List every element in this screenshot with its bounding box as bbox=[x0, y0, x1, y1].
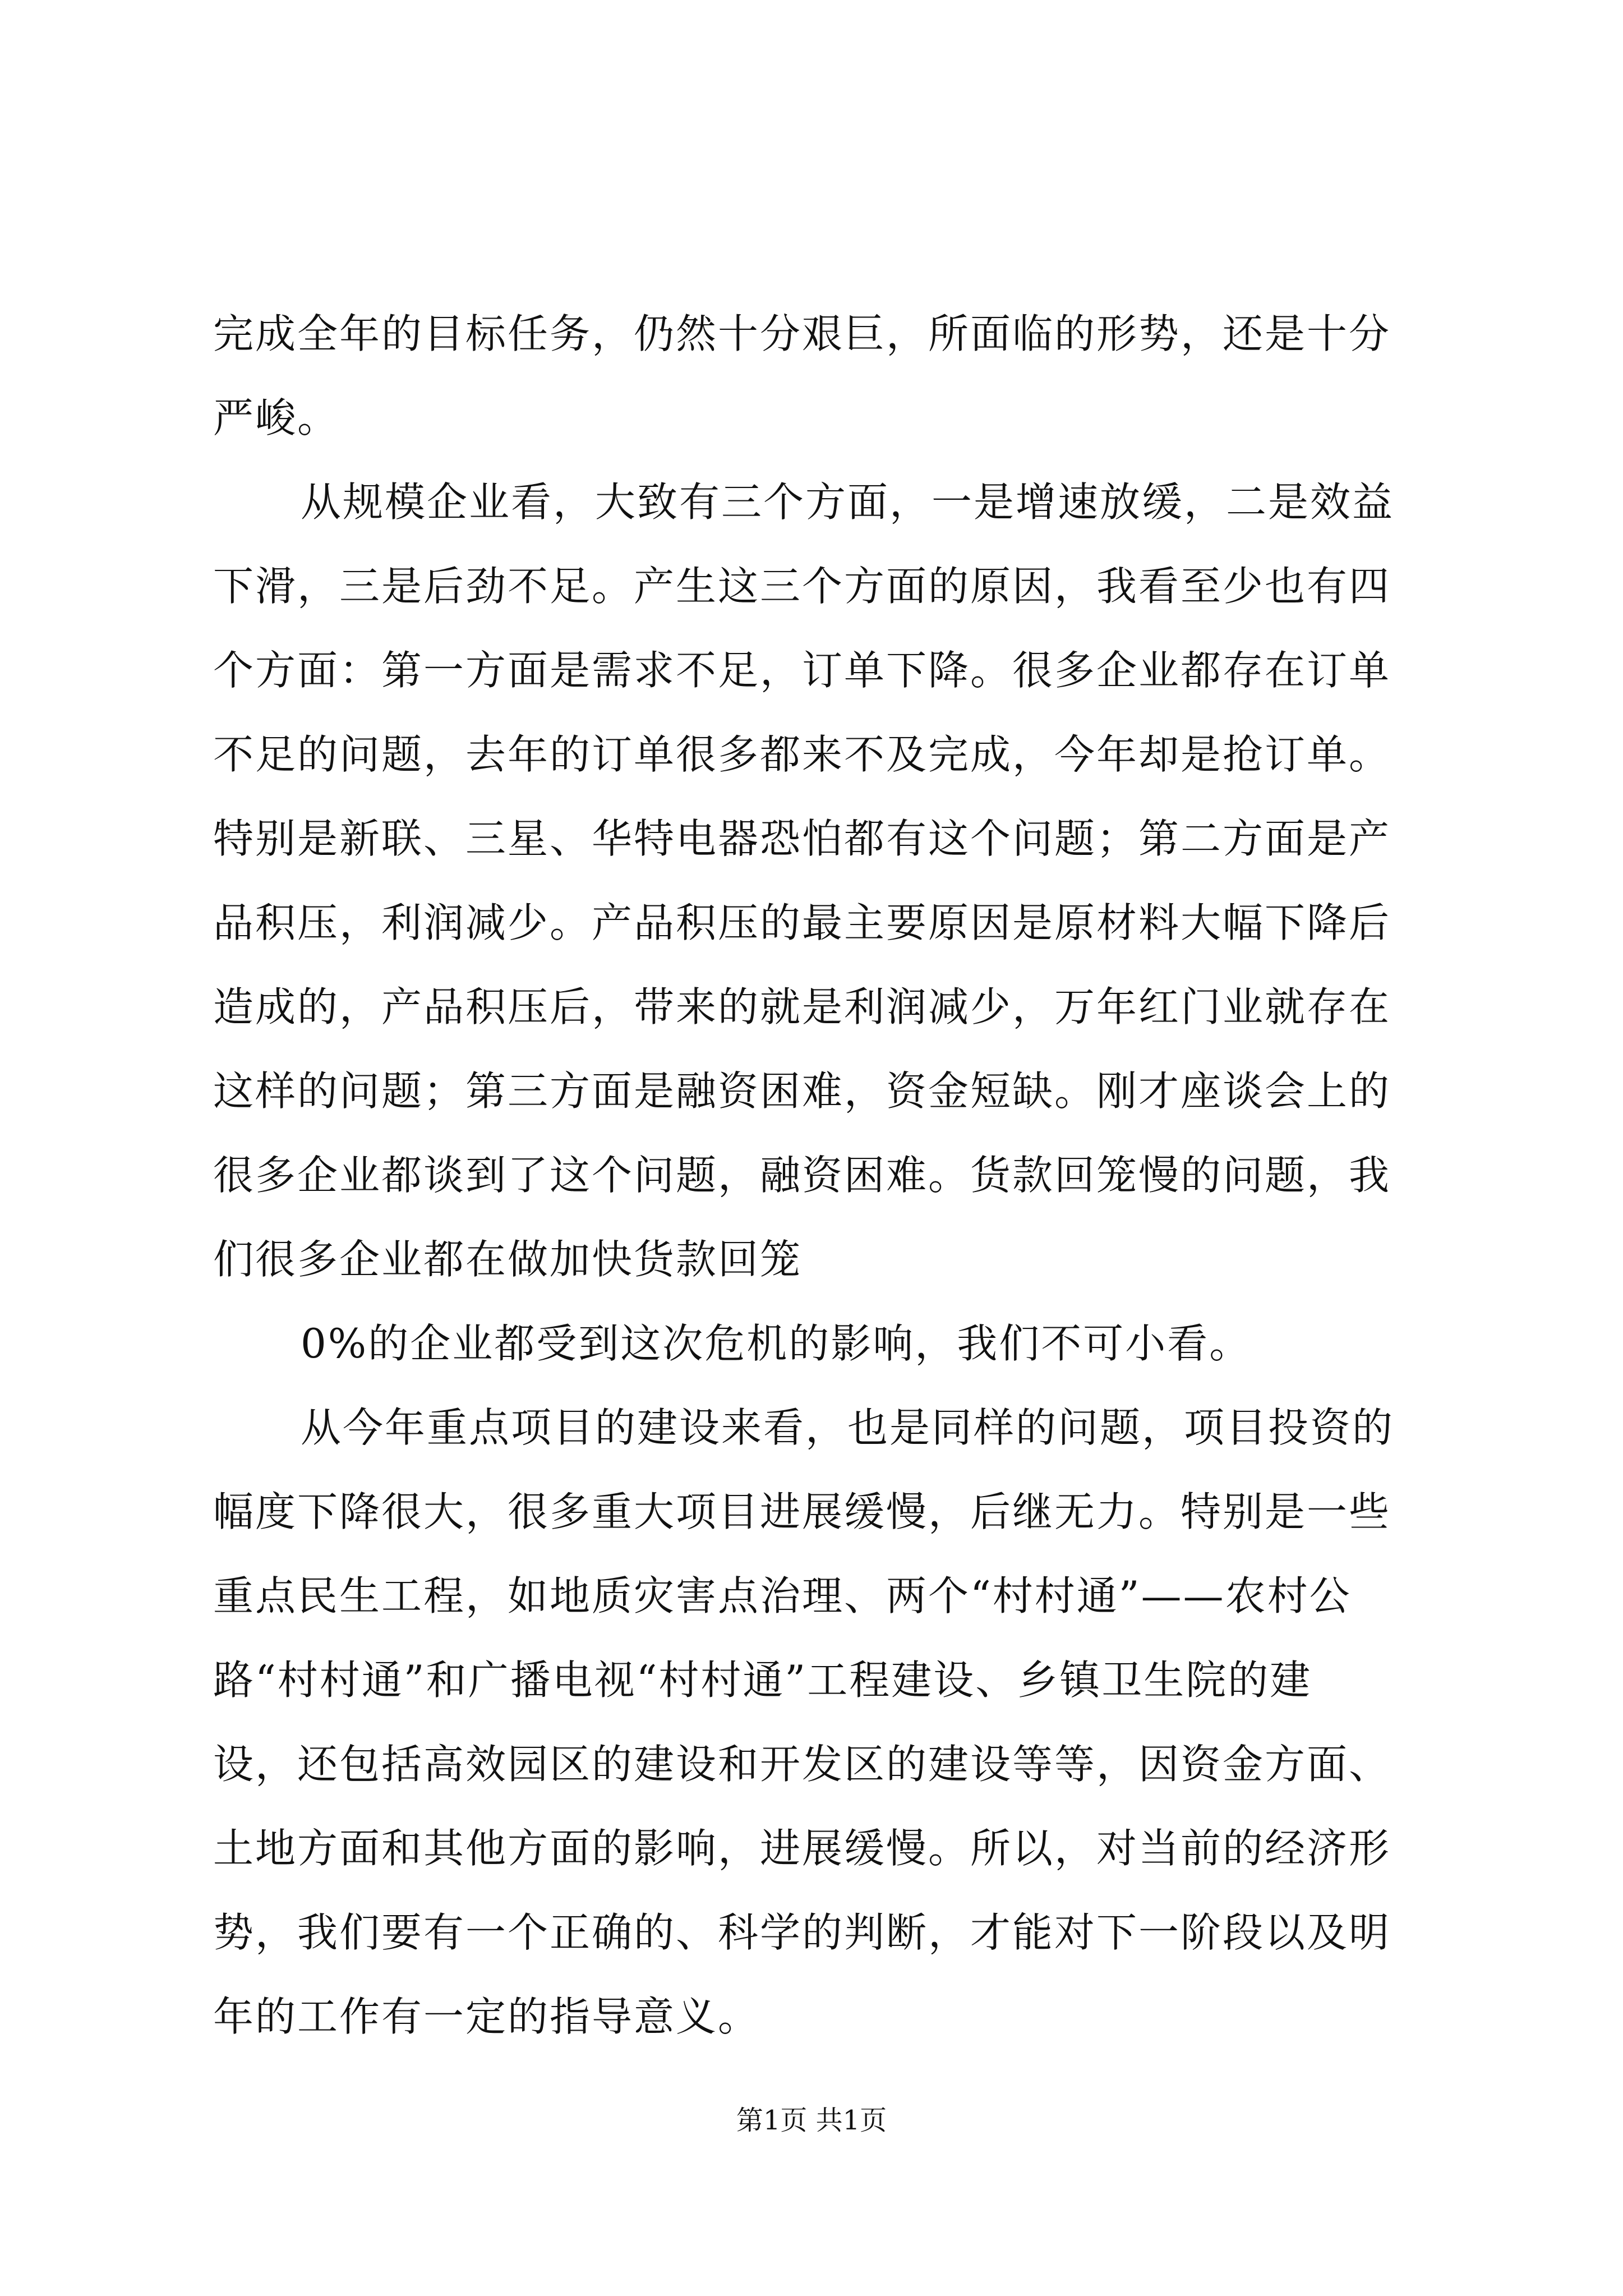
text-line: 势，我们要有一个正确的、科学的判断，才能对下一阶段以及明 bbox=[213, 1909, 1391, 1956]
text-line: 路“村村通”和广播电视“村村通”工程建设、乡镇卫生院的建 bbox=[213, 1657, 1312, 1704]
paragraph-2 bbox=[213, 460, 1413, 1301]
text-line: 品积压，利润减少。产品积压的最主要原因是原材料大幅下降后 bbox=[213, 899, 1391, 946]
text-line: 这样的问题；第三方面是融资困难，资金短缺。刚才座谈会上的 bbox=[213, 1068, 1391, 1115]
text-line: 土地方面和其他方面的影响，进展缓慢。所以，对当前的经济形 bbox=[213, 1825, 1391, 1872]
text-line: 完成全年的目标任务，仍然十分艰巨，所面临的形势，还是十分 bbox=[213, 310, 1391, 357]
document-body bbox=[213, 292, 1413, 2059]
text-line: 不足的问题，去年的订单很多都来不及完成，今年却是抢订单。 bbox=[213, 731, 1391, 778]
text-line: 0%的企业都受到这次危机的影响，我们不可小看。 bbox=[301, 1320, 1252, 1367]
paragraph-3 bbox=[213, 1301, 1413, 1386]
text-line: 下滑，三是后劲不足。产生这三个方面的原因，我看至少也有四 bbox=[213, 563, 1391, 610]
text-line: 设，还包括高效园区的建设和开发区的建设等等，因资金方面、 bbox=[213, 1741, 1391, 1788]
page-footer: 第1页 共1页 bbox=[736, 2105, 887, 2136]
text-line: 幅度下降很大，很多重大项目进展缓慢，后继无力。特别是一些 bbox=[213, 1488, 1391, 1535]
text-line: 特别是新联、三星、华特电器恐怕都有这个问题；第二方面是产 bbox=[213, 815, 1391, 862]
text-line: 很多企业都谈到了这个问题，融资困难。货款回笼慢的问题，我 bbox=[213, 1152, 1391, 1199]
text-line: 重点民生工程，如地质灾害点治理、两个“村村通”——农村公 bbox=[213, 1572, 1352, 1619]
text-line: 严峻。 bbox=[213, 394, 340, 441]
text-line: 从规模企业看，大致有三个方面，一是增速放缓，二是效益 bbox=[301, 478, 1395, 526]
paragraph-4 bbox=[213, 1386, 1413, 2059]
paragraph-1 bbox=[213, 292, 1413, 460]
text-line: 个方面：第一方面是需求不足，订单下降。很多企业都存在订单 bbox=[213, 647, 1391, 694]
text-line: 年的工作有一定的指导意义。 bbox=[213, 1993, 760, 2040]
text-line: 造成的，产品积压后，带来的就是利润减少，万年红门业就存在 bbox=[213, 983, 1391, 1030]
text-line: 从今年重点项目的建设来看，也是同样的问题，项目投资的 bbox=[301, 1404, 1395, 1451]
text-line: 们很多企业都在做加快货款回笼 bbox=[213, 1236, 803, 1283]
